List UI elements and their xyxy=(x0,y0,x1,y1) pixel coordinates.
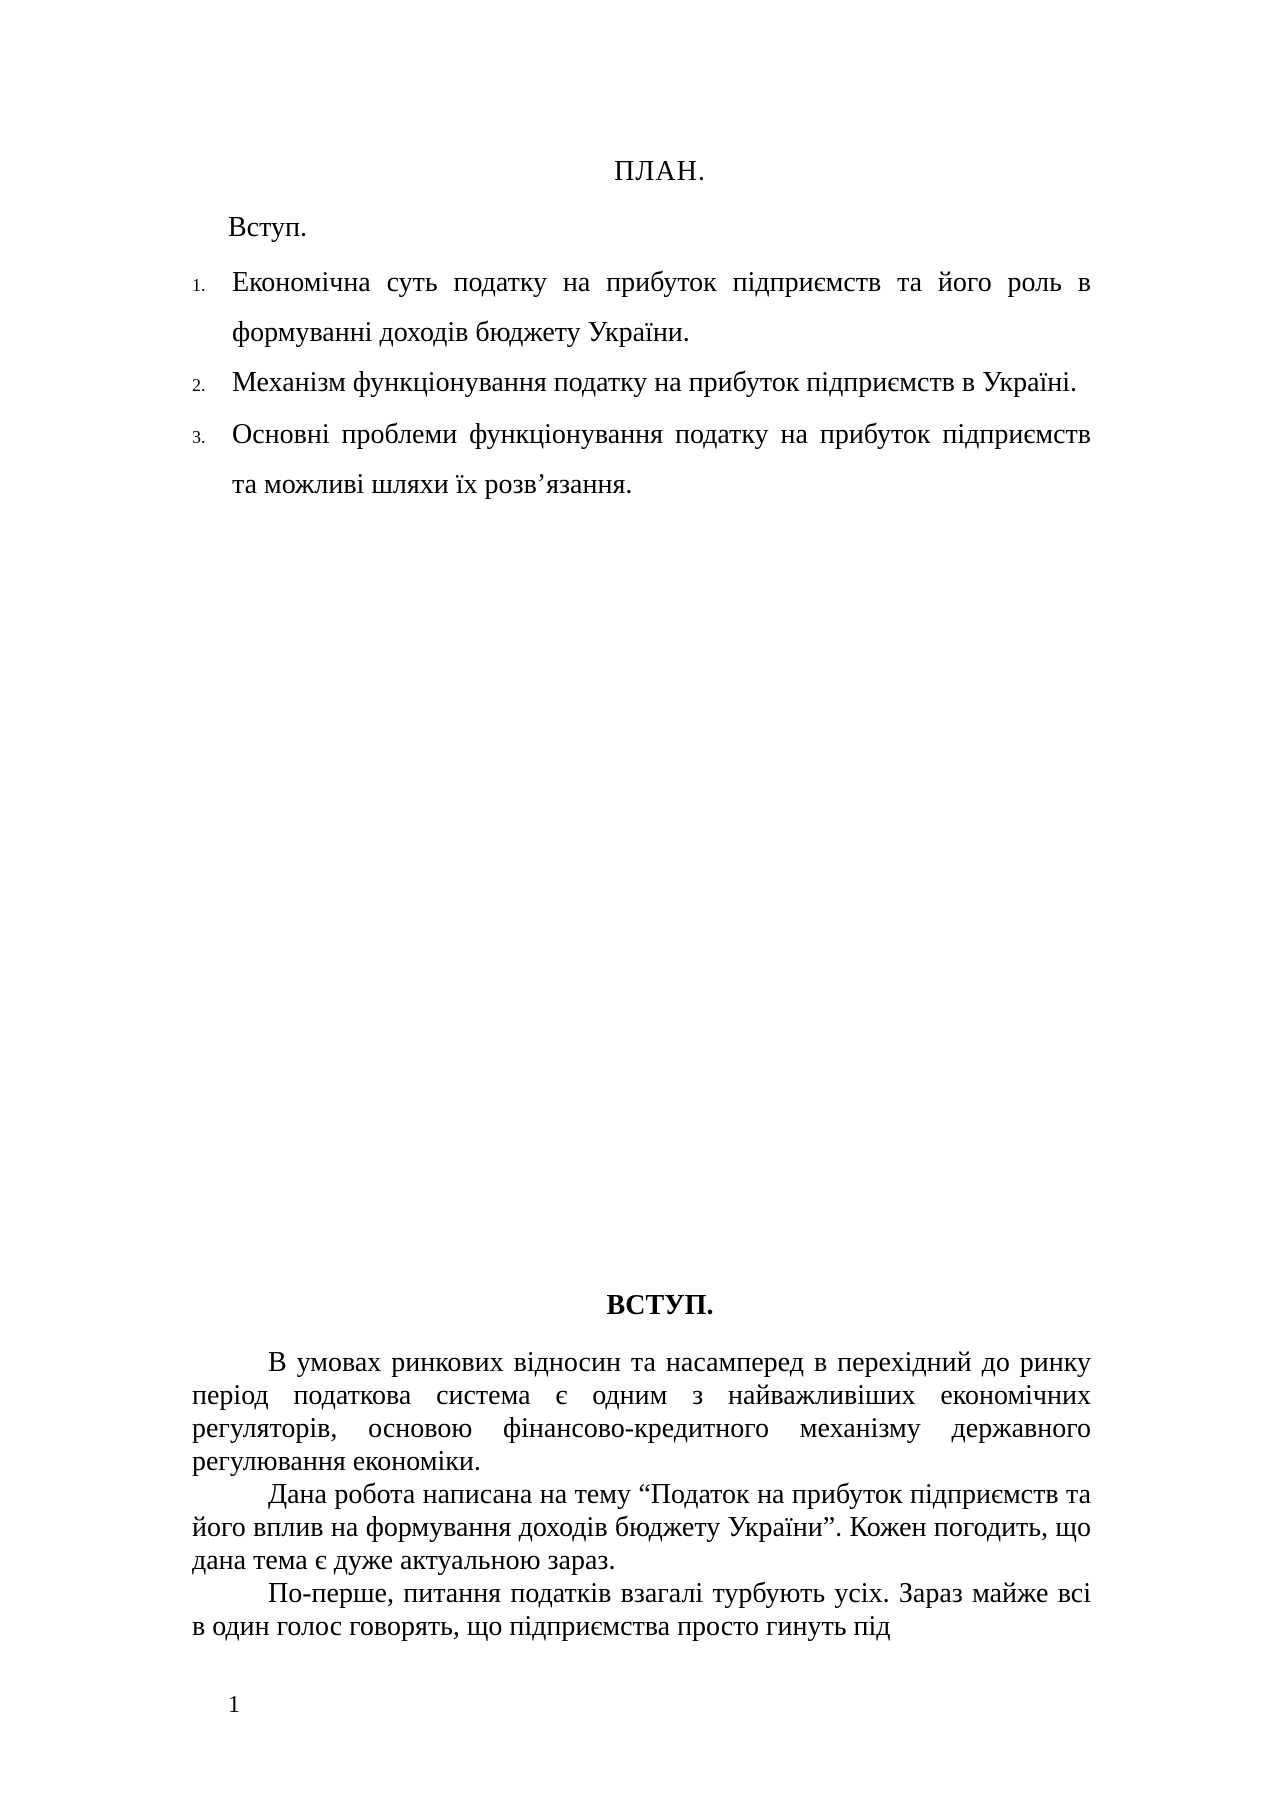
plan-intro-item: Вступ. xyxy=(228,212,307,243)
plan-item-number: 1. xyxy=(192,275,206,295)
plan-title: ПЛАН. xyxy=(614,156,706,187)
plan-item-number: 2. xyxy=(192,375,206,395)
plan-item-text: Основні проблеми функціонування податку на прибуток підприємств та можливі шляхи їх розв’язання. xyxy=(232,419,1091,500)
body-paragraph: Дана робота написана на тему “Податок на прибуток підприємств та його вплив на формування доходів бюджету України”. Кожен погодить, що дана тема є дуже актуальною зараз. xyxy=(192,1479,1091,1576)
page-number: 1 xyxy=(228,1692,240,1718)
plan-list-item xyxy=(192,410,1091,510)
plan-item-number: 3. xyxy=(192,427,206,447)
plan-item-text: Механізм функціонування податку на прибуток підприємств в Україні. xyxy=(232,367,1078,398)
plan-list-item xyxy=(192,358,1091,410)
plan-list xyxy=(192,258,1091,510)
plan-item-text: Економічна суть податку на прибуток підприємств та його роль в формуванні доходів бюджету України. xyxy=(232,267,1091,348)
intro-section-title: ВСТУП. xyxy=(606,1290,714,1321)
body-paragraph: По-перше, питання податків взагалі турбують усіх. Зараз майже всі в один голос говорять, що підприємства просто гинуть під xyxy=(192,1578,1091,1642)
intro-section-body xyxy=(192,1346,1091,1643)
body-paragraph: В умовах ринкових відносин та насамперед в перехідний до ринку період податкова система є одним з найважливіших економічних регуляторів, основою фінансово-кредитного механізму державного регулювання економіки. xyxy=(192,1347,1091,1477)
plan-list-item xyxy=(192,258,1091,358)
